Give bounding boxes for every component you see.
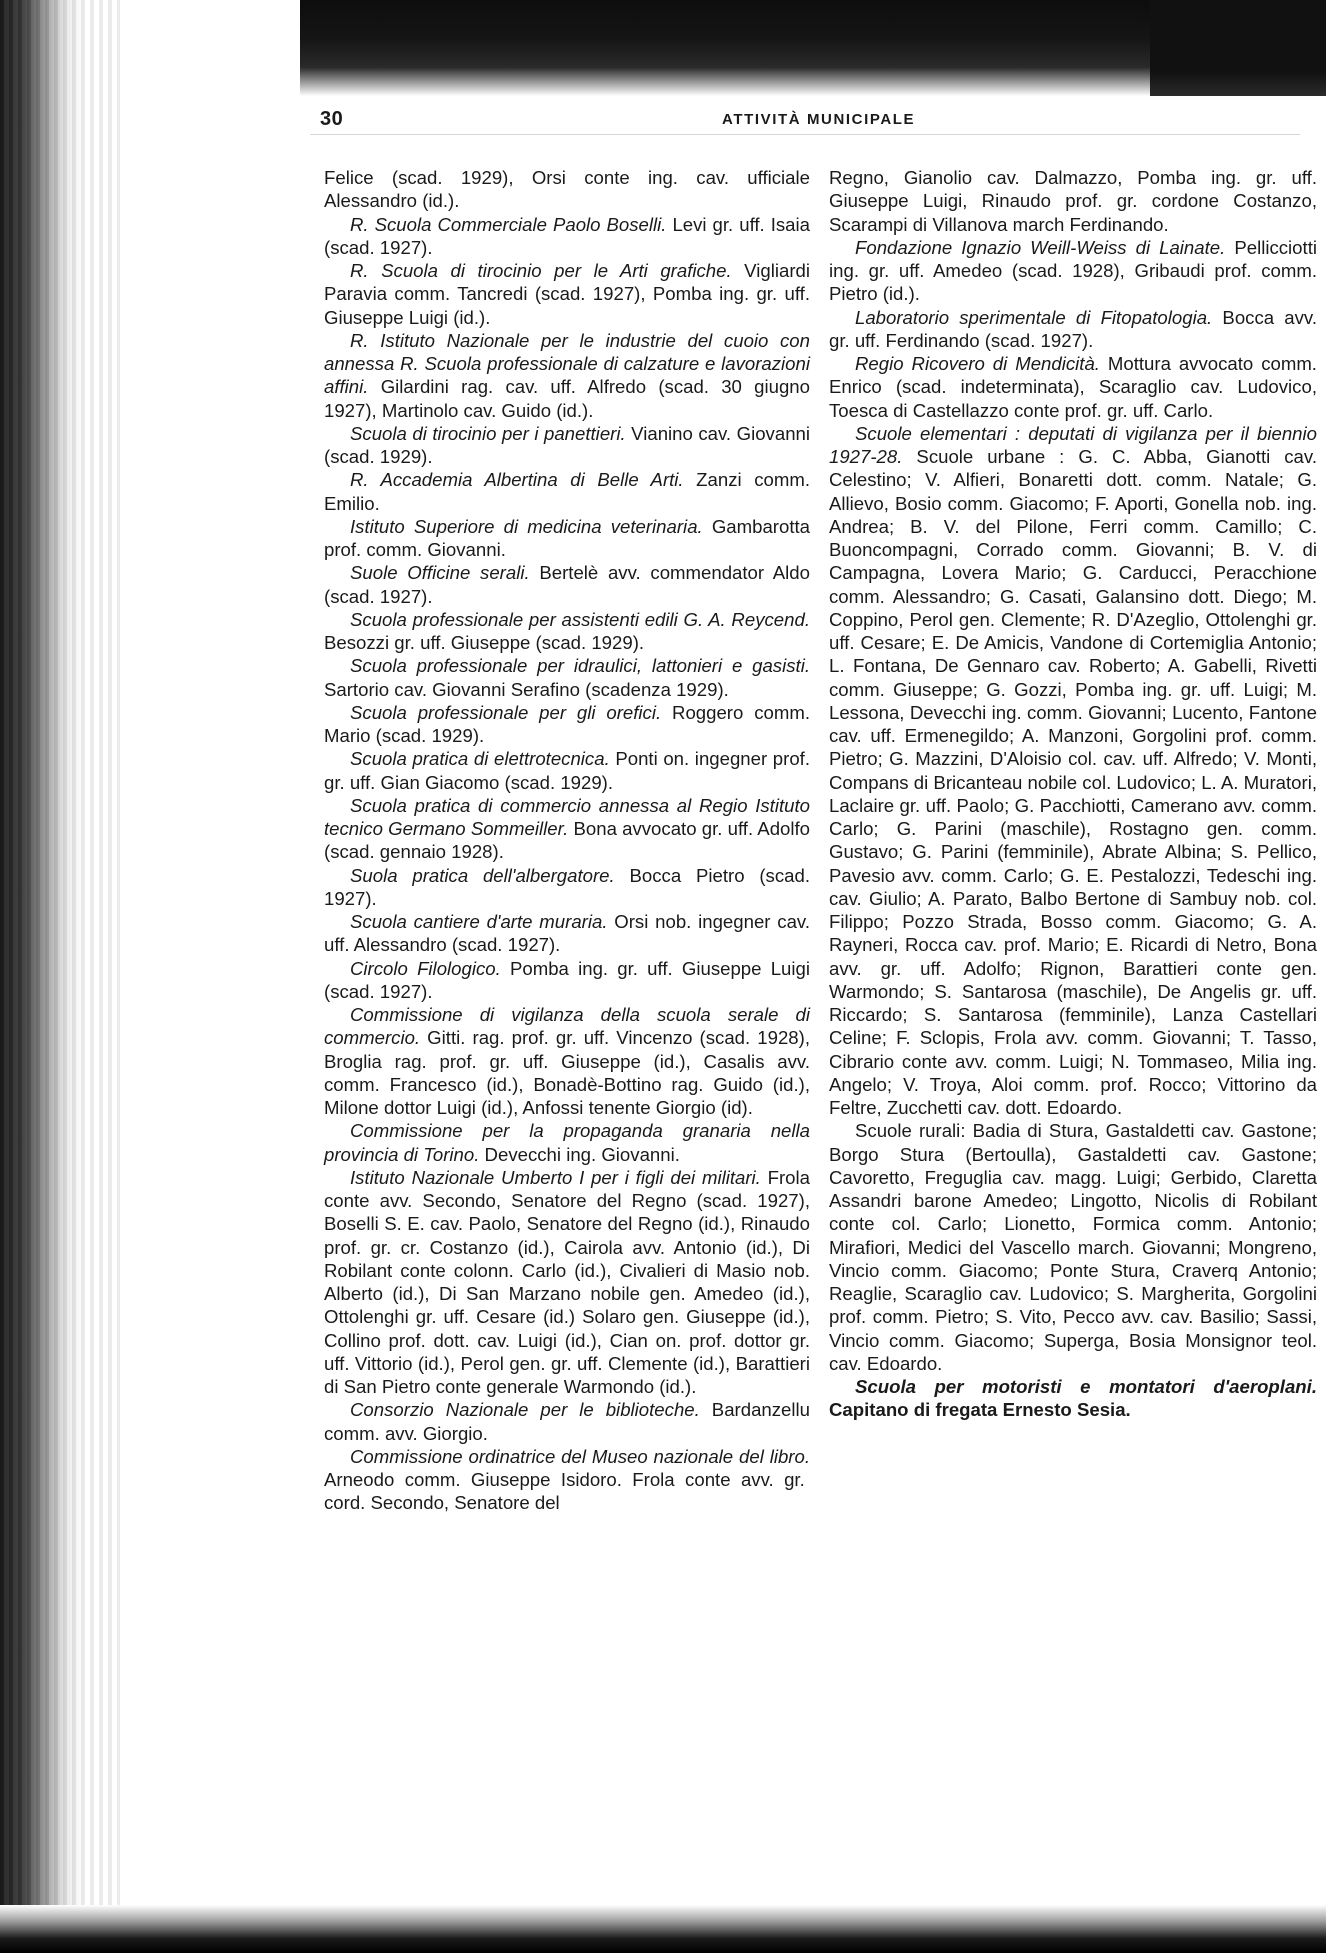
institution-name: Suola pratica dell'albergatore. (350, 864, 615, 886)
institution-name: Scuola professionale per idraulici, lattonieri e gasisti. (350, 655, 810, 677)
paragraph (829, 1375, 1317, 1422)
paragraph-text: Regno, Gianolio cav. Dalmazzo, Pomba ing. gr. uff. Giuseppe Luigi, Rinaudo prof. gr. cordone Costanzo, Scarampi di Villanova march Ferdinando. (829, 167, 1317, 235)
institution-name: R. Scuola di tirocinio per le Arti grafiche. (350, 260, 732, 281)
paragraph-text: Besozzi gr. uff. Giuseppe (scad. 1929). (324, 632, 645, 653)
paragraph-text: Pellicciotti ing. gr. uff. Amedeo (scad. 1928), Gribaudi prof. comm. Pietro (id.). (829, 236, 1317, 305)
paragraph-text: Scuole rurali: Badia di Stura, Gastaldetti cav. Gastone; Borgo Stura (Bertoulla), Gastaldetti cav. Gastone; Cavoretto, Freguglia cav. magg. Luigi; Gerbido, Claretta Assandri barone Amedeo; Lingotto, Nicolis di Robilant conte col. Carlo; Lionetto, Formica comm. Antonio; Mirafiori, Medici del Vascello march. Giovanni; Mongreno, Vincio comm. Giacomo; Ponte Stura, Craverq Antonio; Reaglie, Scaraglio cav. Ludovico; S. Margherita, Gorgolini prof. comm. Pietro; S. Vito, Pecco avv. cav. Basilio; Sassi, Vincio comm. Giacomo; Superga, Bosia Monsignor teol. cav. Edoardo. (829, 1120, 1317, 1374)
paragraph-text: Bocca avv. gr. uff. Ferdinando (scad. 1927). (829, 306, 1318, 351)
institution-name: Commissione ordinatrice del Museo nazionale del libro. (350, 1445, 810, 1467)
institution-name: Scuola di tirocinio per i panettieri. (350, 422, 626, 444)
institution-name: Commissione di vigilanza della scuola serale di commercio. (324, 1004, 810, 1049)
institution-name: Scuola cantiere d'arte muraria. (350, 911, 608, 932)
institution-name: Fondazione Ignazio Weill-Weiss di Lainate. (855, 236, 1226, 258)
paragraph-text: Bona avvocato gr. uff. Adolfo (scad. gennaio 1928). (324, 818, 811, 863)
institution-name: Regio Ricovero di Mendicità. (855, 353, 1100, 374)
paragraph-text: Gitti. rag. prof. gr. uff. Vincenzo (scad. 1928), Broglia rag. prof. gr. uff. Giuseppe (id.), Casalis avv. comm. Francesco (id.), Bonadè-Bottino rag. Guido (id.), Milone dottor Luigi (id.), Anfossi tenente Giorgio (id). (324, 1027, 810, 1118)
paragraph-text: Arneodo comm. Giuseppe Isidoro. Frola conte avv. gr. cord. Secondo, Senatore del (324, 1469, 805, 1514)
institution-name: R. Istituto Nazionale per le industrie del cuoio con annessa R. Scuola professionale di calzature e lavorazioni affini. (324, 329, 810, 398)
institution-name: Suole Officine serali. (350, 562, 530, 584)
paragraph (829, 236, 1317, 306)
paragraph (324, 213, 810, 260)
paragraph (324, 701, 810, 748)
paragraph (324, 166, 810, 213)
institution-name: R. Scuola Commerciale Paolo Boselli. (350, 213, 667, 235)
scan-page-stack-shadow (0, 0, 120, 1953)
institution-name: Istituto Nazionale Umberto I per i figli dei militari. (350, 1166, 761, 1188)
paragraph (324, 515, 810, 562)
institution-name: Scuola per motoristi e montatori d'aeroplani. (855, 1376, 1317, 1397)
paragraph-text: Devecchi ing. Giovanni. (479, 1143, 680, 1165)
institution-name: Circolo Filologico. (350, 957, 501, 979)
paragraph-text: Sartorio cav. Giovanni Serafino (scadenza 1929). (324, 678, 729, 700)
paragraph (829, 1119, 1317, 1375)
institution-name: Istituto Superiore di medicina veterinaria. (350, 515, 703, 537)
paragraph (324, 1166, 810, 1399)
paragraph-text: Scuole urbane : G. C. Abba, Gianotti cav. Celestino; V. Alfieri, Bonaretti dott. comm. Natale; G. Allievo, Bosio comm. Giacomo; F. Aporti, Gonella nob. ing. Andrea; B. V. del Pilone, Ferri comm. Camillo; C. Buoncompagni, Corrado comm. Giovanni; B. V. di Campagna, Lovera Mario; G. Carducci, Peracchione comm. Alessandro; G. Casati, Galansino dott. Diego; M. Coppino, Perol gen. Clemente; R. D'Azeglio, Ottolenghi gr. uff. Cesare; E. De Amicis, Vandone di Cortemiglia Antonio; L. Fontana, De Gennaro cav. Roberto; A. Gabelli, Rivetti comm. Giuseppe; G. Gozzi, Pomba ing. gr. uff. Luigi; M. Lessona, Devecchi ing. comm. Giovanni; Lucento, Fantone cav. uff. Ermenegildo; A. Manzoni, Gorgolini prof. comm. Pietro; G. Mazzini, D'Aloisio col. cav. uff. Alfredo; V. Monti, Compans di Bricanteau nobile col. Ludovico; L. A. Muratori, Laclaire gr. uff. Paolo; G. Pacchiotti, Camerano avv. comm. Carlo; G. Parini (maschile), Rostagno gen. comm. Gustavo; G. Parini (femminile), Abrate Albina; S. Pellico, Pavesio avv. comm. Carlo; G. E. Pestalozzi, Tedeschi ing. cav. Giulio; A. Parato, Balbo Bertone di Sambuy nob. col. Filippo; Pozzo Strada, Bosso comm. Giacomo; G. A. Rayneri, Rocca cav. prof. Mario; E. Ricardi di Netro, Bona avv. gr. uff. Adolfo; Rignon, Barattieri conte gen. Warmondo; S. Santarosa (maschile), De Angelis gr. uff. Riccardo; S. Santarosa (femminile), Lanza Castellari Celine; F. Sclopis, Frola avv. comm. Giovanni; T. Tasso, Cibrario conte avv. comm. Luigi; N. Tommaseo, Milia ing. Angelo; V. Troya, Aloi comm. prof. Rocco; Vittorino da Feltre, Zucchetti cav. dott. Edoardo. (829, 446, 1317, 1118)
paragraph-text: Capitano di fregata Ernesto Sesia. (829, 1399, 1131, 1421)
paragraph (324, 1119, 810, 1166)
paragraph-text: Zanzi comm. Emilio. (324, 469, 810, 514)
paragraph (829, 306, 1317, 353)
paragraph-text: Roggero comm. Mario (scad. 1929). (324, 701, 810, 746)
paragraph (324, 1398, 810, 1445)
paragraph-text: Gambarotta prof. comm. Giovanni. (324, 515, 810, 560)
paragraph-text: Levi gr. uff. Isaia (scad. 1927). (324, 213, 810, 258)
paragraph (324, 864, 810, 911)
paragraph (829, 422, 1317, 1120)
paragraph (324, 654, 810, 701)
institution-name: R. Accademia Albertina di Belle Arti. (350, 469, 684, 491)
document-page (310, 0, 1318, 1953)
paragraph (829, 166, 1317, 236)
paragraph (324, 747, 810, 794)
paragraph-text: Vigliardi Paravia comm. Tancredi (scad. 1927), Pomba ing. gr. uff. Giuseppe Luigi (id.). (324, 260, 810, 328)
paragraph (324, 329, 810, 422)
paragraph (324, 1003, 810, 1119)
paragraph-text: Bardanzellu comm. avv. Giorgio. (324, 1399, 810, 1444)
paragraph (829, 352, 1317, 422)
paragraph (324, 1445, 810, 1515)
paragraph-text: Gilardini rag. cav. uff. Alfredo (scad. 30 giugno 1927), Martinolo cav. Guido (id.). (324, 376, 810, 421)
paragraph-text: Mottura avvocato comm. Enrico (scad. indeterminata), Scaraglio cav. Ludovico, Toesca di Castellazzo conte prof. gr. uff. Carlo. (829, 353, 1317, 421)
left-column (324, 166, 810, 1515)
institution-name: Laboratorio sperimentale di Fitopatologia. (855, 306, 1213, 328)
paragraph (324, 259, 810, 329)
header-rule (310, 134, 1300, 135)
paragraph (324, 561, 810, 608)
paragraph-text: Bertelè avv. commendator Aldo (scad. 1927). (324, 562, 810, 607)
paragraph (324, 422, 810, 469)
paragraph-text: Pomba ing. gr. uff. Giuseppe Luigi (scad. 1927). (324, 957, 810, 1002)
paragraph (324, 608, 810, 655)
institution-name: Scuole elementari : deputati di vigilanza per il biennio 1927-28. (829, 422, 1317, 467)
paragraph (324, 468, 810, 515)
paragraph (324, 794, 810, 864)
right-column (829, 166, 1317, 1422)
paragraph-text: Felice (scad. 1929), Orsi conte ing. cav. ufficiale Alessandro (id.). (324, 167, 810, 212)
institution-name: Consorzio Nazionale per le biblioteche. (350, 1399, 700, 1421)
institution-name: Scuola pratica di elettrotecnica. (350, 748, 610, 770)
institution-name: Scuola professionale per gli orefici. (350, 701, 662, 723)
running-title: ATTIVITÀ MUNICIPALE (722, 111, 916, 128)
paragraph (324, 957, 810, 1004)
paragraph (324, 910, 810, 957)
paragraph-text: Ponti on. ingegner prof. gr. uff. Gian Giacomo (scad. 1929). (324, 748, 810, 793)
page-number: 30 (320, 108, 344, 130)
paragraph-text: Frola conte avv. Secondo, Senatore del Regno (scad. 1927), Boselli S. E. cav. Paolo, Senatore del Regno (id.), Rinaudo prof. gr. cr. Costanzo (id.), Cairola avv. Antonio (id.), Di Robilant conte colonn. Carlo (id.), Civalieri di Masio nob. Alberto (id.), Di San Marzano nobile gen. Amedeo (id.), Ottolenghi gr. uff. Cesare (id.) Solaro gen. Giuseppe (id.), Collino prof. dott. cav. Luigi (id.), Cian on. prof. dottor gr. uff. Vittorio (id.), Perol gen. gr. uff. Clemente (id.), Barattieri di San Pietro conte generale Warmondo (id.). (324, 1166, 810, 1397)
institution-name: Commissione per la propaganda granaria nella provincia di Torino. (324, 1120, 810, 1165)
paragraph-text: Orsi nob. ingegner cav. uff. Alessandro (scad. 1927). (324, 911, 810, 956)
institution-name: Scuola professionale per assistenti edili G. A. Reycend. (350, 608, 810, 630)
paragraph-text: Bocca Pietro (scad. 1927). (324, 864, 810, 909)
paragraph-text: Vianino cav. Giovanni (scad. 1929). (324, 422, 811, 467)
institution-name: Scuola pratica di commercio annessa al Regio Istituto tecnico Germano Sommeiller. (324, 794, 810, 839)
